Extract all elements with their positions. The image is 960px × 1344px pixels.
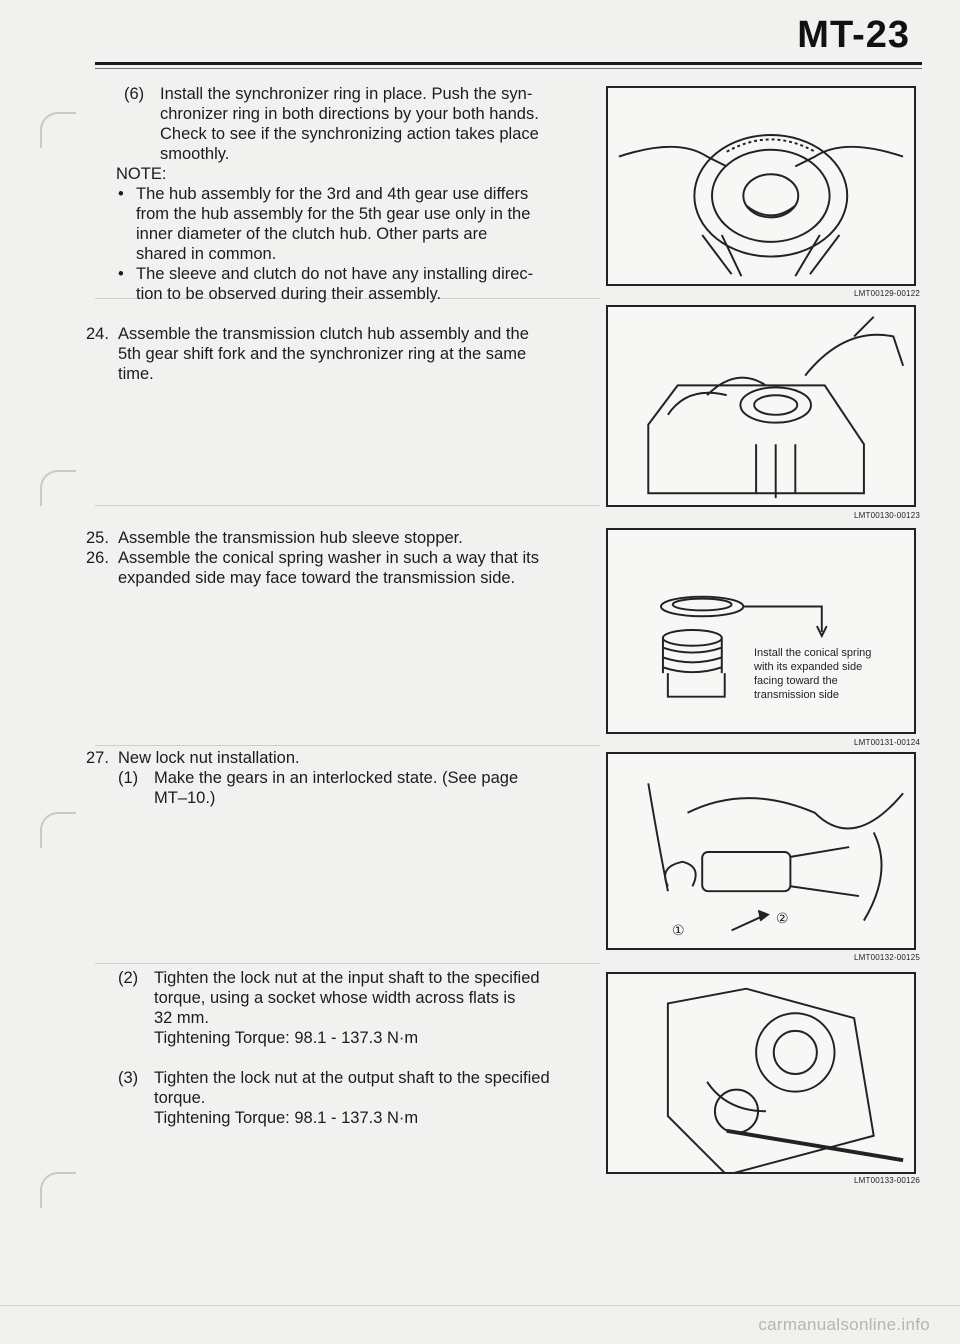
step-27-3 (118, 1068, 586, 1128)
figure-conical-spring (606, 528, 916, 734)
text-line: Make the gears in an interlocked state. (See page (154, 769, 519, 787)
bearing-outer (756, 1013, 834, 1091)
section-step25-26 (86, 528, 586, 588)
margin-mark (40, 112, 76, 148)
text-line: from the hub assembly for the 5th gear use only in the (136, 205, 531, 223)
text-line: expanded side may face toward the transmission side. (118, 569, 516, 587)
pointer-line (854, 317, 874, 337)
text-line: Assemble the transmission hub sleeve stopper. (118, 529, 463, 547)
step-number: (2) (118, 969, 139, 987)
callout-line: transmission side (754, 689, 839, 701)
hub-teeth (746, 206, 795, 216)
synchronizer-ring-illustration (608, 88, 914, 284)
figure-code: LMT00132-00125 (854, 953, 920, 962)
note-label: NOTE: (116, 165, 167, 183)
footer-rule (0, 1305, 960, 1306)
ring-outer (694, 135, 847, 257)
margin-mark (40, 470, 76, 506)
leader-line (743, 606, 821, 631)
ghost-rule (95, 963, 600, 964)
text-line: tion to be observed during their assembly. (136, 285, 442, 303)
text-line: smoothly. (160, 145, 230, 163)
ghost-rule (95, 505, 600, 506)
figure-code: LMT00129-00122 (854, 289, 920, 298)
page-code: MT-23 (797, 14, 910, 56)
margin-mark (40, 1172, 76, 1208)
figure-callout (754, 646, 871, 702)
section-step27 (86, 748, 586, 808)
step-6 (124, 84, 586, 164)
marker-2: ② (776, 910, 789, 926)
text-line: torque, using a socket whose width across flats is (154, 989, 516, 1007)
washer-inner (673, 599, 732, 611)
step-number: 25. (86, 529, 109, 547)
torque-spec: Tightening Torque: 98.1 - 137.3 N·m (154, 1109, 419, 1127)
text-line: chronizer ring in both directions by your both hands. (160, 105, 539, 123)
shaft-lines (756, 444, 795, 498)
figure-clutch-hub-assembly (606, 305, 916, 507)
step-26 (86, 548, 586, 588)
margin-mark (40, 812, 76, 848)
text-line: The hub assembly for the 3rd and 4th gear use differs (136, 185, 529, 203)
step-27-1 (118, 768, 586, 808)
text-line: shared in common. (136, 245, 277, 263)
figure-code: LMT00133-00126 (854, 1176, 920, 1185)
callout-line: Install the conical spring (754, 647, 872, 659)
figure-synchronizer-ring (606, 86, 916, 286)
step-27 (86, 748, 586, 768)
text-line: MT–10.) (154, 789, 216, 807)
text-line: The sleeve and clutch do not have any installing direc- (136, 265, 534, 283)
header-rule-thin (95, 68, 922, 69)
step-27-2 (118, 968, 586, 1048)
marker-1: ① (672, 922, 685, 938)
step-number: (6) (124, 85, 145, 103)
text-line: Tighten the lock nut at the input shaft to the specified (154, 969, 540, 987)
figure-lock-nut (606, 752, 916, 950)
text-line: Install the synchronizer ring in place. Push the syn- (160, 85, 533, 103)
text-line: torque. (154, 1089, 206, 1107)
section-step24 (86, 324, 586, 384)
torque-spec: Tightening Torque: 98.1 - 137.3 N·m (154, 1029, 419, 1047)
right-hand (805, 335, 903, 376)
rotation-arrow (665, 862, 696, 886)
text-line: Assemble the transmission clutch hub assembly and the (118, 325, 529, 343)
watermark: carmanualsonline.info (758, 1315, 930, 1334)
section-step6 (96, 84, 586, 304)
callout-line: facing toward the (754, 675, 838, 687)
text-line: time. (118, 365, 154, 383)
step-number: (3) (118, 1069, 139, 1087)
gear-teeth (663, 648, 722, 673)
push-arrow-head (758, 911, 768, 921)
ghost-rule (95, 745, 600, 746)
gear-top (663, 630, 722, 646)
lock-nut-illustration (608, 754, 914, 948)
text-line: Assemble the conical spring washer in such a way that its (118, 549, 539, 567)
step-24 (86, 324, 586, 384)
step-25 (86, 528, 586, 548)
hub-ring (740, 387, 811, 422)
section-step27-2-3 (118, 968, 586, 1128)
ring-inner (712, 150, 830, 242)
figure-code: LMT00131-00124 (854, 738, 920, 747)
figure-output-shaft (606, 972, 916, 1174)
left-hand (668, 393, 727, 415)
text-line: New lock nut installation. (118, 749, 300, 767)
step-number: (1) (118, 769, 139, 787)
text-line: inner diameter of the clutch hub. Other parts are (136, 225, 488, 243)
note-bullet (116, 184, 586, 264)
figure-code: LMT00130-00123 (854, 511, 920, 520)
bullet-icon: • (118, 185, 124, 203)
note-bullet (116, 264, 586, 304)
hub-inner (754, 395, 797, 415)
step-number: 26. (86, 549, 109, 567)
case-right-edge (864, 832, 882, 920)
gearbox-case (668, 989, 874, 1172)
text-line: Tighten the lock nut at the output shaft to the specified (154, 1069, 550, 1087)
header-rule (95, 62, 922, 65)
gear-wheel (715, 1090, 758, 1133)
text-line: 5th gear shift fork and the synchronizer ring at the same (118, 345, 527, 363)
clutch-hub-illustration (608, 307, 914, 505)
hub-core (743, 174, 798, 217)
shaft-housing (702, 852, 790, 891)
text-line: Check to see if the synchronizing action takes place (160, 125, 539, 143)
bearing-inner (774, 1031, 817, 1074)
output-shaft-illustration (608, 974, 914, 1172)
bullet-icon: • (118, 265, 124, 283)
torque-wrench (727, 1131, 903, 1160)
case-top-edge (688, 793, 904, 828)
shaft-extension (790, 847, 859, 896)
left-arm (619, 147, 727, 167)
callout-line: with its expanded side (754, 661, 863, 673)
text-line: 32 mm. (154, 1009, 210, 1027)
step-number: 27. (86, 749, 109, 767)
step-number: 24. (86, 325, 109, 343)
gear-base (668, 673, 725, 697)
